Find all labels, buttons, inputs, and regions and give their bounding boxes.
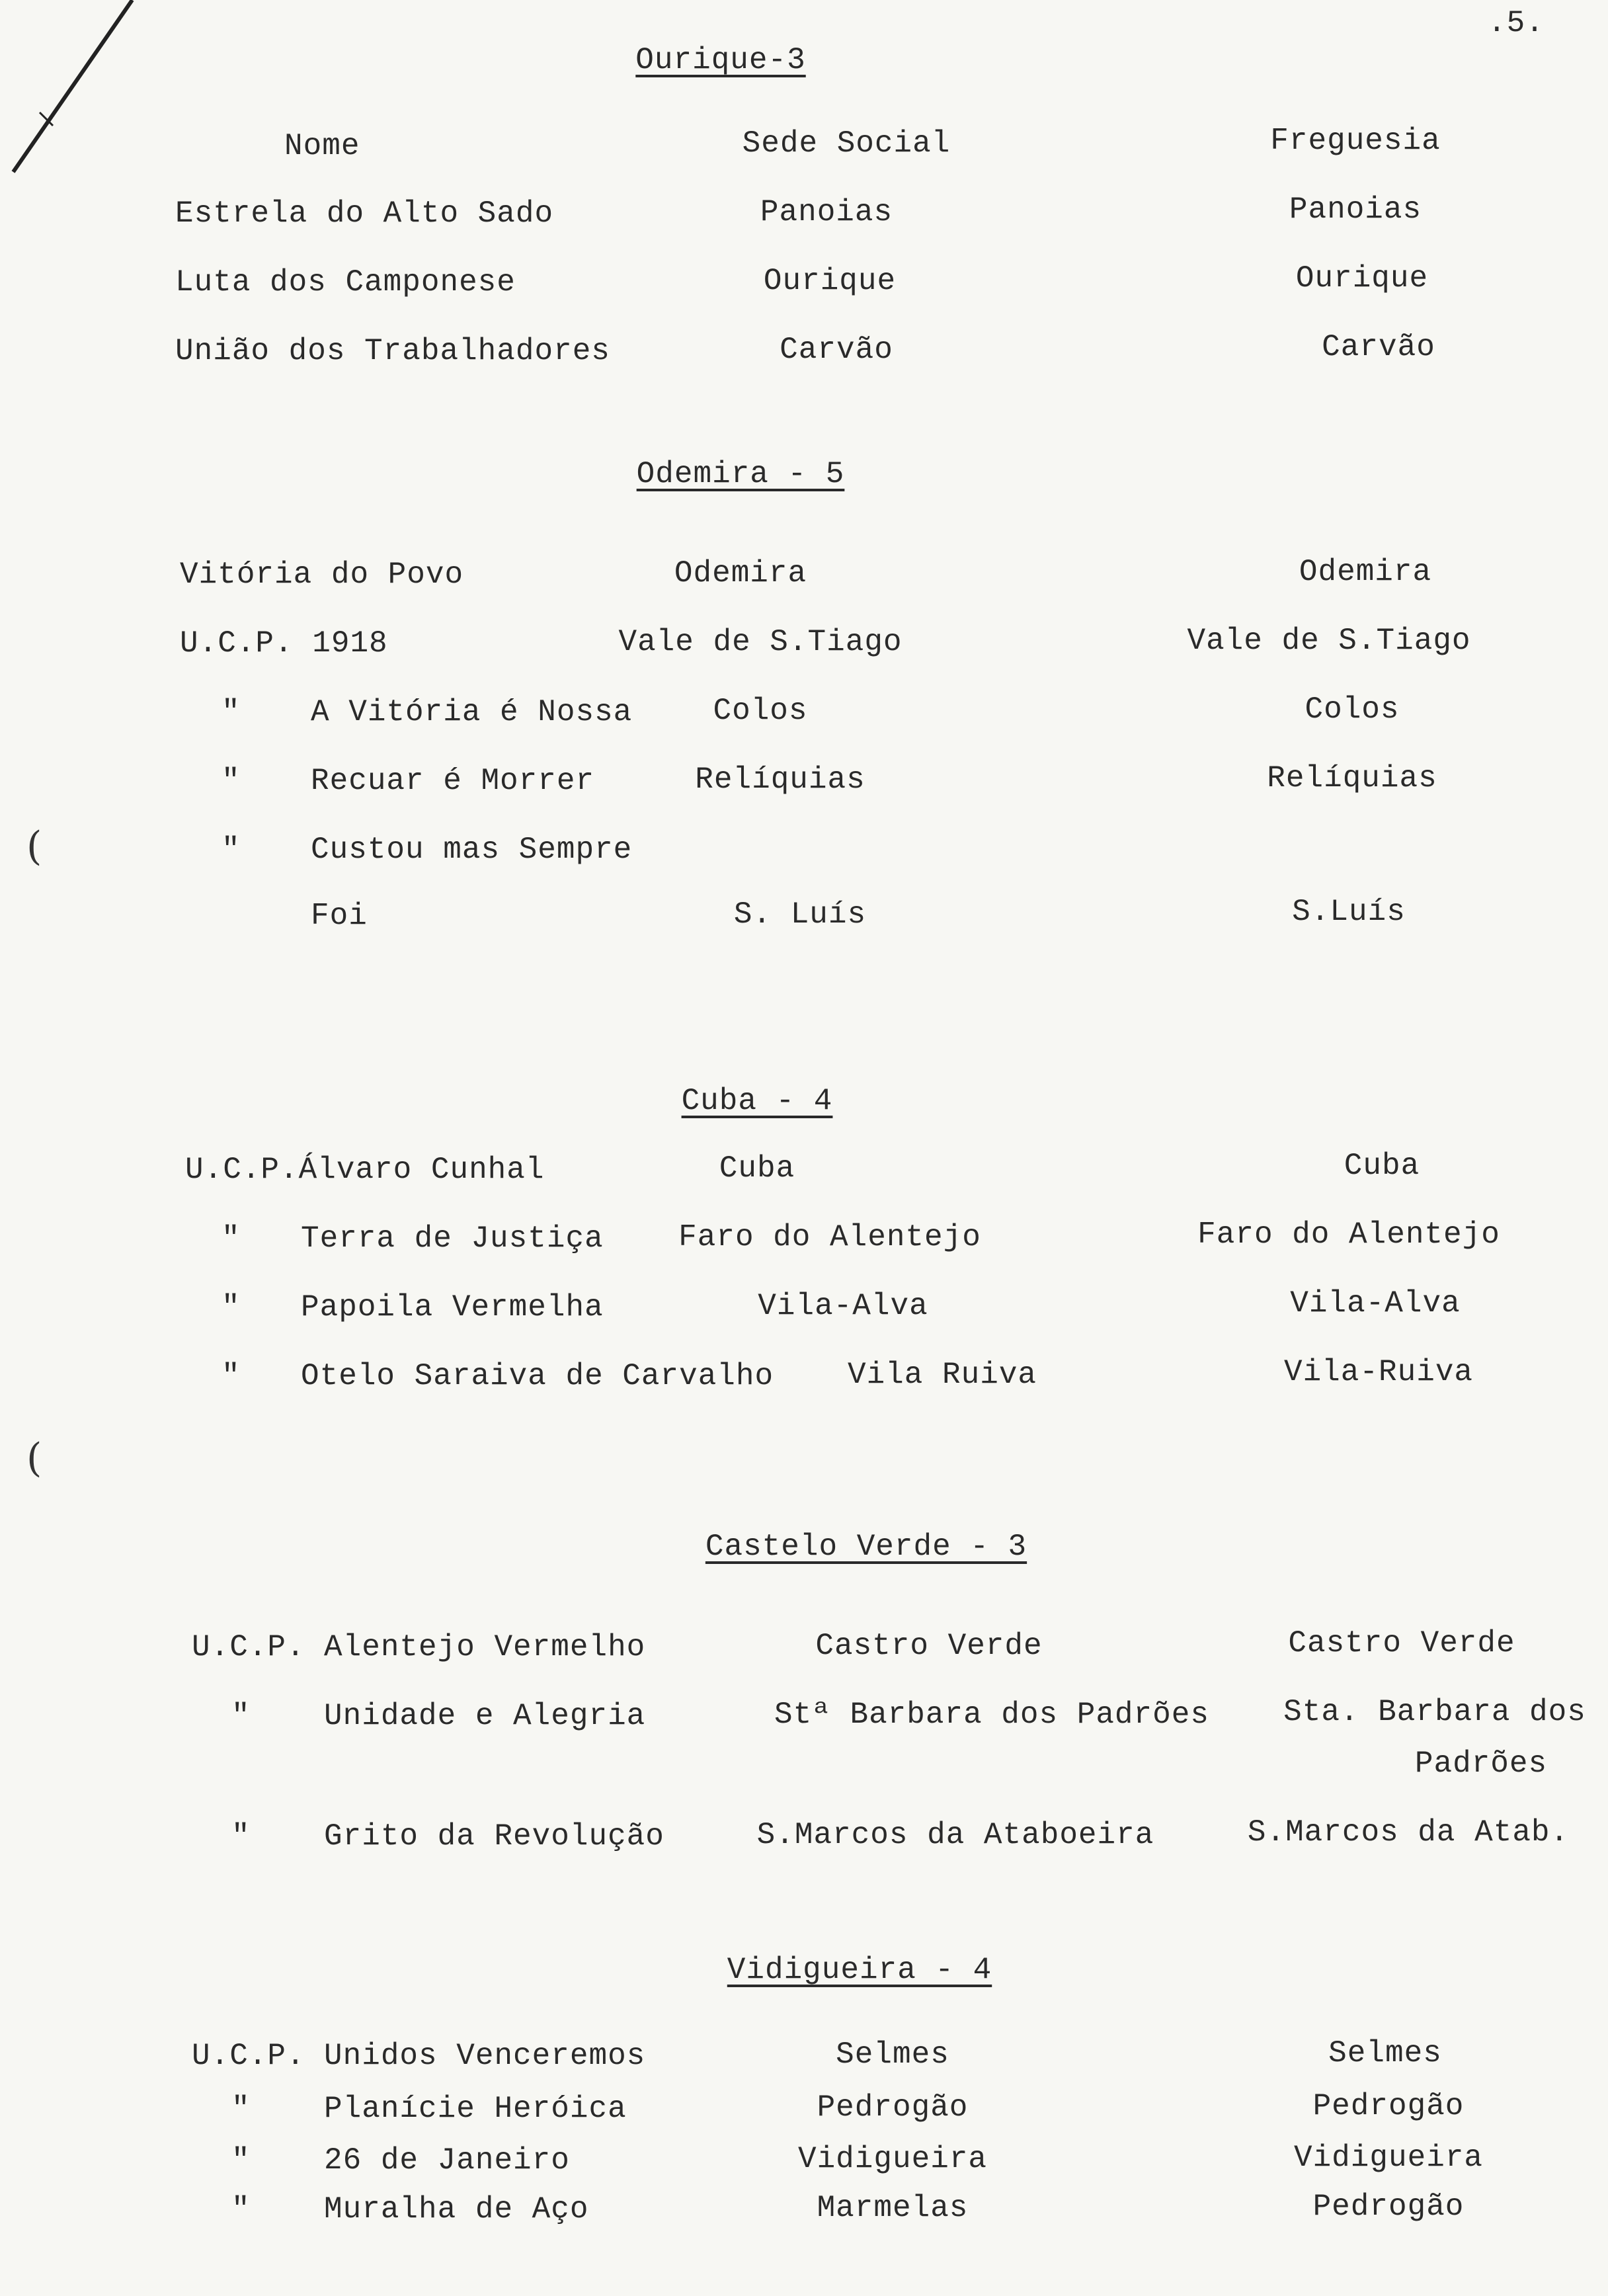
row-seat: Vidigueira xyxy=(797,2142,988,2176)
row-name: Estrela do Alto Sado xyxy=(175,196,554,231)
row-parish: Castro Verde xyxy=(1288,1626,1515,1660)
row-name: 26 de Janeiro xyxy=(324,2143,570,2178)
row-seat: Pedrogão xyxy=(817,2090,969,2125)
row-parish: Colos xyxy=(1305,692,1400,727)
row-parish-continued: Padrões xyxy=(1414,1746,1548,1781)
row-seat: Stª Barbara dos Padrões xyxy=(774,1698,1209,1732)
row-parish: Pedrogão xyxy=(1312,2089,1465,2123)
row-name: Terra de Justiça xyxy=(301,1221,604,1256)
pen-stroke-mark xyxy=(0,0,159,198)
row-name: União dos Trabalhadores xyxy=(175,334,610,368)
section-title: Vidigueira - 4 xyxy=(727,1953,992,1987)
row-name: Papoila Vermelha xyxy=(301,1290,604,1325)
row-parish: Panoias xyxy=(1289,192,1422,227)
margin-bracket-mark: ( xyxy=(26,823,42,870)
row-name: Otelo Saraiva de Carvalho xyxy=(301,1359,774,1393)
section-title: Odemira - 5 xyxy=(636,457,845,491)
row-seat: S. Luís xyxy=(733,897,867,932)
row-seat: Vila Ruiva xyxy=(847,1358,1037,1392)
column-header-parish: Freguesia xyxy=(1270,124,1441,158)
section-title: Castelo Verde - 3 xyxy=(705,1530,1027,1564)
column-header-name: Nome xyxy=(284,129,360,163)
ditto-mark: " xyxy=(221,695,241,729)
row-parish: Vale de S.Tiago xyxy=(1187,624,1471,658)
row-name: Muralha de Aço xyxy=(324,2192,589,2227)
row-seat: Panoias xyxy=(760,195,893,229)
row-parish: S.Luís xyxy=(1292,895,1406,929)
row-parish: Faro do Alentejo xyxy=(1197,1217,1500,1252)
row-parish: Carvão xyxy=(1322,330,1435,364)
row-name: A Vitória é Nossa xyxy=(311,695,633,729)
row-parish: Ourique xyxy=(1295,261,1429,296)
row-seat: S.Marcos da Ataboeira xyxy=(756,1818,1154,1852)
row-name: Luta dos Camponese xyxy=(175,265,516,300)
row-prefix: U.C.P. xyxy=(192,2039,305,2073)
row-seat: Odemira xyxy=(674,556,807,591)
row-name: U.C.P.Álvaro Cunhal xyxy=(185,1153,545,1187)
row-seat: Colos xyxy=(713,694,808,728)
row-seat: Selmes xyxy=(836,2037,949,2072)
ditto-mark: " xyxy=(231,1819,251,1854)
row-parish: Odemira xyxy=(1299,555,1432,589)
row-name: Unidos Venceremos xyxy=(324,2039,646,2073)
row-name: Custou mas Sempre xyxy=(311,833,633,867)
ditto-mark: " xyxy=(221,1290,241,1325)
row-name: Planície Heróica xyxy=(324,2092,627,2126)
row-seat: Faro do Alentejo xyxy=(678,1220,981,1254)
page-number: .5. xyxy=(1488,6,1545,40)
row-name: Alentejo Vermelho xyxy=(324,1630,646,1664)
ditto-mark: " xyxy=(231,1699,251,1733)
row-parish: Sta. Barbara dos xyxy=(1283,1695,1586,1729)
row-seat: Vale de S.Tiago xyxy=(618,625,903,659)
row-prefix: U.C.P. xyxy=(192,1630,305,1664)
row-seat: Marmelas xyxy=(817,2191,969,2225)
row-parish: Vila-Ruiva xyxy=(1283,1355,1474,1389)
row-name-continued: Foi xyxy=(311,899,368,933)
row-parish: Cuba xyxy=(1344,1149,1420,1183)
row-seat: Castro Verde xyxy=(815,1629,1043,1663)
row-parish: Relíquias xyxy=(1267,761,1437,796)
margin-bracket-mark: ( xyxy=(26,1435,42,1481)
ditto-mark: " xyxy=(221,833,241,867)
column-header-seat: Sede Social xyxy=(742,126,951,161)
ditto-mark: " xyxy=(231,2092,251,2126)
section-title: Cuba - 4 xyxy=(681,1084,833,1118)
row-seat: Vila-Alva xyxy=(758,1289,928,1323)
row-parish: Vidigueira xyxy=(1293,2141,1484,2175)
ditto-mark: " xyxy=(231,2143,251,2178)
row-seat: Relíquias xyxy=(695,762,865,797)
row-parish: Selmes xyxy=(1328,2036,1442,2070)
row-name: Grito da Revolução xyxy=(324,1819,664,1854)
row-name: Vitória do Povo xyxy=(180,557,464,592)
row-parish: Pedrogão xyxy=(1312,2190,1465,2224)
ditto-mark: " xyxy=(221,1359,241,1393)
section-title: Ourique-3 xyxy=(635,43,806,77)
row-seat: Cuba xyxy=(719,1151,795,1186)
row-name: Unidade e Alegria xyxy=(324,1699,646,1733)
row-name: Recuar é Morrer xyxy=(311,764,595,798)
ditto-mark: " xyxy=(221,764,241,798)
row-parish: Vila-Alva xyxy=(1290,1286,1461,1321)
row-seat: Carvão xyxy=(780,333,893,367)
ditto-mark: " xyxy=(221,1221,241,1256)
ditto-mark: " xyxy=(231,2192,251,2227)
row-parish: S.Marcos da Atab. xyxy=(1247,1815,1570,1850)
row-seat: Ourique xyxy=(763,264,897,298)
row-name: U.C.P. 1918 xyxy=(180,626,388,661)
